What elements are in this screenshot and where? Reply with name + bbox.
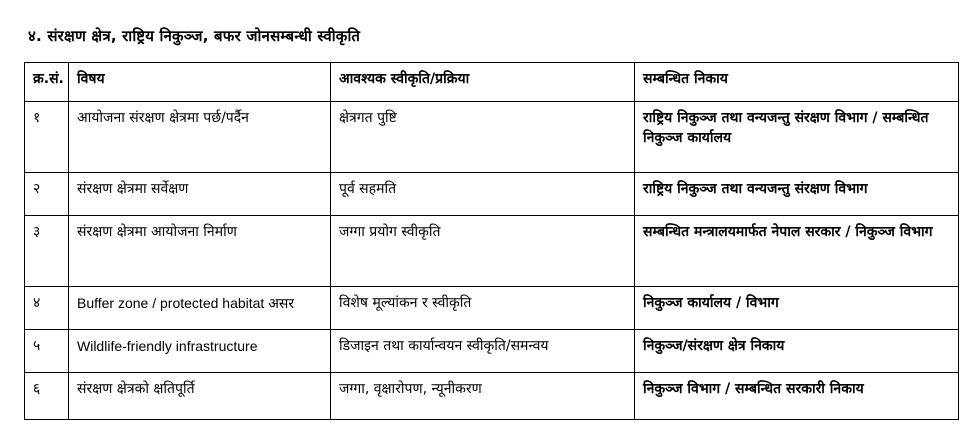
row-subject: संरक्षण क्षेत्रको क्षतिपूर्ति [69, 373, 331, 420]
row-number: ६ [25, 373, 69, 420]
row-approval: क्षेत्रगत पुष्टि [331, 102, 635, 173]
table-header-row [25, 63, 959, 102]
row-approval: विशेष मूल्यांकन र स्वीकृति [331, 287, 635, 330]
approvals-table [24, 62, 959, 420]
table-row [25, 330, 959, 373]
header-required-approval: आवश्यक स्वीकृति/प्रक्रिया [331, 63, 635, 102]
table-row [25, 287, 959, 330]
header-serial-number: क्र.सं. [25, 63, 69, 102]
row-number: ४ [25, 287, 69, 330]
row-number: २ [25, 173, 69, 216]
row-subject: Wildlife-friendly infrastructure [69, 330, 331, 373]
table-row [25, 373, 959, 420]
row-agency: राष्ट्रिय निकुञ्ज तथा वन्यजन्तु संरक्षण विभाग [635, 173, 959, 216]
row-agency: निकुञ्ज कार्यालय / विभाग [635, 287, 959, 330]
table-row [25, 173, 959, 216]
row-approval: पूर्व सहमति [331, 173, 635, 216]
row-approval: डिजाइन तथा कार्यान्वयन स्वीकृति/समन्वय [331, 330, 635, 373]
header-subject: विषय [69, 63, 331, 102]
row-agency: राष्ट्रिय निकुञ्ज तथा वन्यजन्तु संरक्षण विभाग / सम्बन्धित निकुञ्ज कार्यालय [635, 102, 959, 173]
row-approval: जग्गा, वृक्षारोपण, न्यूनीकरण [331, 373, 635, 420]
row-subject: संरक्षण क्षेत्रमा सर्वेक्षण [69, 173, 331, 216]
table-row [25, 216, 959, 287]
row-number: ५ [25, 330, 69, 373]
section-heading: ४. संरक्षण क्षेत्र, राष्ट्रिय निकुञ्ज, बफर जोनसम्बन्धी स्वीकृति [28, 27, 361, 45]
row-agency: सम्बन्धित मन्त्रालयमार्फत नेपाल सरकार / निकुञ्ज विभाग [635, 216, 959, 287]
row-subject: Buffer zone / protected habitat असर [69, 287, 331, 330]
row-approval: जग्गा प्रयोग स्वीकृति [331, 216, 635, 287]
row-subject: आयोजना संरक्षण क्षेत्रमा पर्छ/पर्दैन [69, 102, 331, 173]
row-number: ३ [25, 216, 69, 287]
row-number: १ [25, 102, 69, 173]
row-subject: संरक्षण क्षेत्रमा आयोजना निर्माण [69, 216, 331, 287]
row-agency: निकुञ्ज विभाग / सम्बन्धित सरकारी निकाय [635, 373, 959, 420]
row-agency: निकुञ्ज/संरक्षण क्षेत्र निकाय [635, 330, 959, 373]
table-row [25, 102, 959, 173]
header-related-agency: सम्बन्धित निकाय [635, 63, 959, 102]
